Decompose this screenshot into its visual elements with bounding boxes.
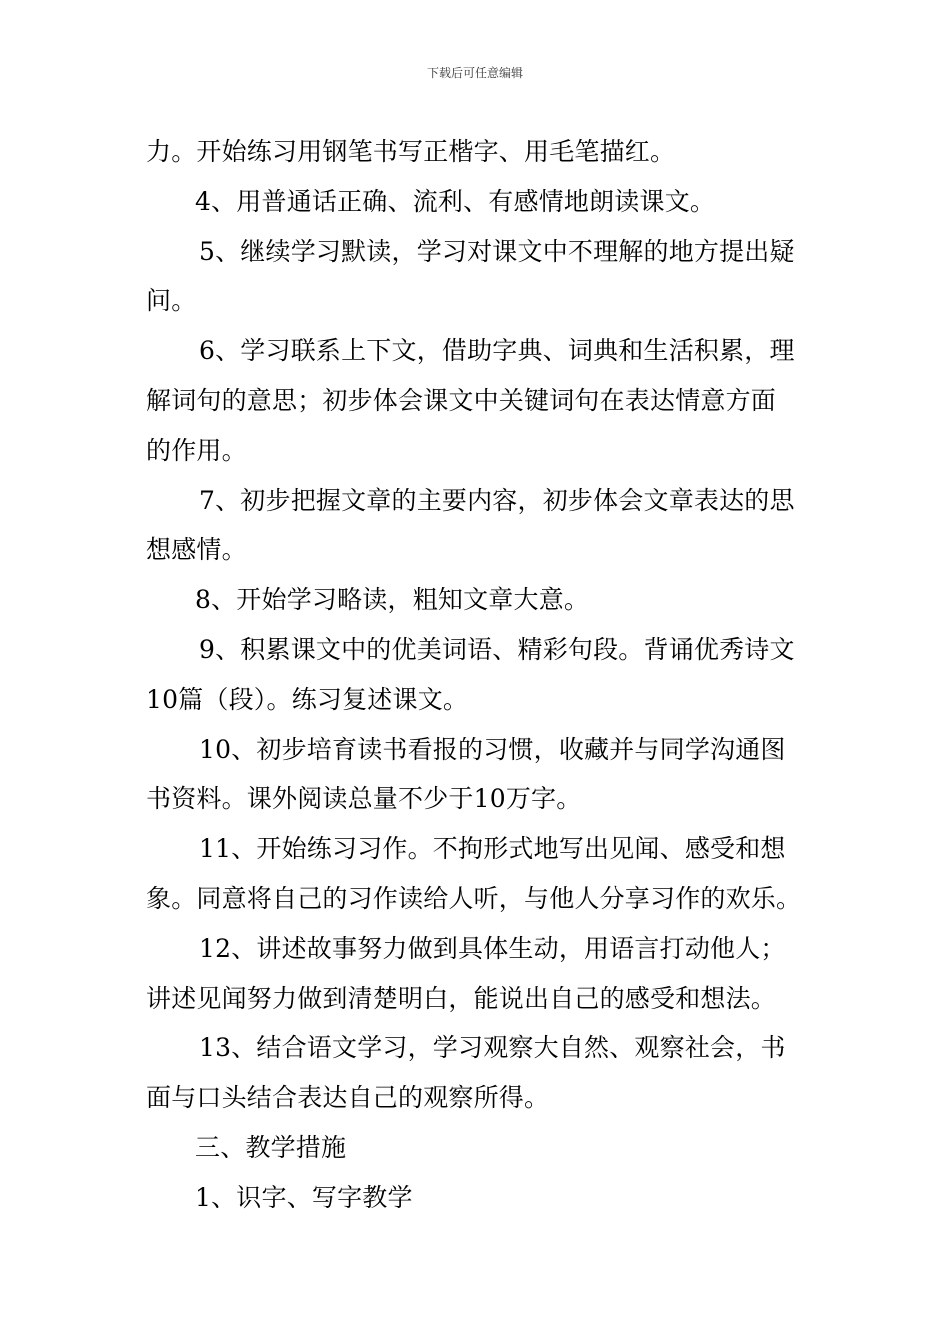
text-line: 10篇（段）。练习复述课文。 [146, 684, 469, 714]
list-item-7: 7、初步把握文章的主要内容，初步体会文章表达的思 [199, 485, 795, 515]
page-header: 下载后可任意编辑 [426, 66, 523, 80]
section-heading: 三、教学措施 [195, 1132, 347, 1162]
list-item-10: 10、初步培育读书看报的习惯，收藏并与同学沟通图 [199, 734, 786, 764]
text-line: 力。开始练习用钢笔书写正楷字、用毛笔描红。 [146, 137, 676, 166]
text-line: 想感情。 [146, 535, 247, 565]
text-line: 问。 [146, 286, 197, 316]
list-item-8: 8、开始学习略读，粗知文章大意。 [195, 585, 590, 615]
text-line: 面与口头结合表达自己的观察所得。 [146, 1083, 550, 1113]
list-item-6: 6、学习联系上下文，借助字典、词典和生活积累，理 [199, 336, 795, 366]
text-line: 解词句的意思；初步体会课文中关键词句在表达情意方面 [146, 385, 777, 415]
subsection-heading: 1、识字、写字教学 [195, 1182, 413, 1212]
list-item-13: 13、结合语文学习，学习观察大自然、观察社会，书 [199, 1033, 786, 1063]
list-item-4: 4、用普通话正确、流利、有感情地朗读课文。 [195, 186, 716, 216]
list-item-11: 11、开始练习习作。不拘形式地写出见闻、感受和想 [199, 834, 786, 864]
list-item-5: 5、继续学习默读，学习对课文中不理解的地方提出疑 [199, 236, 795, 266]
text-line: 书资料。课外阅读总量不少于10万字。 [146, 784, 582, 814]
list-item-9: 9、积累课文中的优美词语、精彩句段。背诵优秀诗文 [199, 634, 795, 664]
text-line: 的作用。 [146, 435, 247, 465]
list-item-12: 12、讲述故事努力做到具体生动，用语言打动他人； [199, 933, 786, 963]
document-body [146, 127, 811, 1223]
text-line: 象。同意将自己的习作读给人听，与他人分享习作的欢乐。 [146, 883, 802, 913]
text-line: 讲述见闻努力做到清楚明白，能说出自己的感受和想法。 [146, 983, 777, 1013]
